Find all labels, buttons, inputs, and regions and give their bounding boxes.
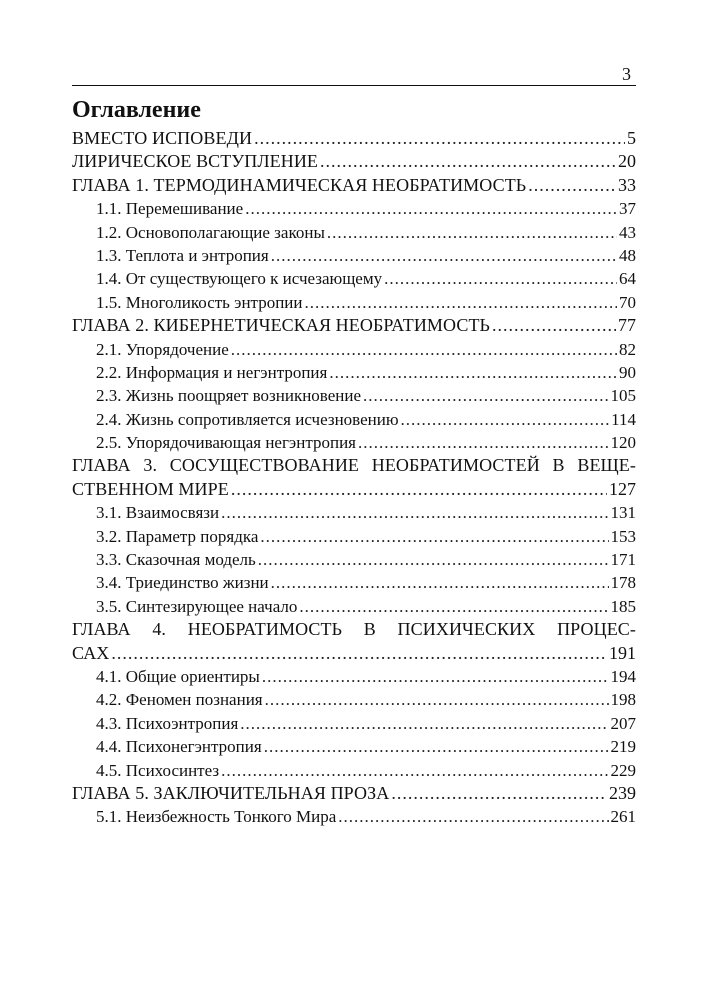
toc-entry-title: ГЛАВА 1. ТЕРМОДИНАМИЧЕСКАЯ НЕОБРАТИМОСТЬ <box>72 174 527 195</box>
dot-leader <box>265 688 609 711</box>
toc-entry-section-2-1[interactable] <box>72 338 636 361</box>
dot-leader <box>492 314 616 337</box>
toc-entry-title: 4.5. Психосинтез <box>96 760 220 780</box>
toc-entry-section-2-3[interactable] <box>72 384 636 407</box>
toc-entry-title: ГЛАВА 2. КИБЕРНЕТИЧЕСКАЯ НЕОБРАТИМОСТЬ <box>72 315 490 336</box>
toc-entry-page: 185 <box>610 596 636 616</box>
dot-leader <box>258 548 609 571</box>
toc-entry-page: 48 <box>619 245 636 265</box>
toc-entry-title: 3.2. Параметр порядка <box>96 526 259 546</box>
toc-entry-section-1-1[interactable] <box>72 197 636 220</box>
toc-entry-page: 171 <box>610 550 636 570</box>
toc-entry-page: 114 <box>611 409 636 429</box>
toc-entry-section-1-4[interactable] <box>72 267 636 290</box>
toc-entry-title: 3.5. Синтезирующее начало <box>96 596 298 616</box>
toc-entry-page: 261 <box>610 807 636 827</box>
toc-entry-section-2-2[interactable] <box>72 361 636 384</box>
dot-leader <box>254 127 625 150</box>
toc-entry-chapter-3-line-2[interactable] <box>72 478 636 501</box>
toc-entry-page: 153 <box>610 526 636 546</box>
toc-entry-page: 5 <box>627 128 636 148</box>
toc-entry-title: 2.4. Жизнь сопротивляется исчезновению <box>96 409 399 429</box>
toc-entry-title: 3.3. Сказочная модель <box>96 550 256 570</box>
toc-entry-section-5-1[interactable] <box>72 805 636 828</box>
toc-entry-liricheskoe-vstuplenie[interactable] <box>72 150 636 173</box>
dot-leader <box>528 174 616 197</box>
dot-leader <box>240 712 608 735</box>
toc-entry-page: 178 <box>610 573 636 593</box>
toc-entry-chapter-3-line-1[interactable] <box>72 454 636 477</box>
dot-leader <box>264 735 609 758</box>
toc-entry-section-1-3[interactable] <box>72 244 636 267</box>
toc-entry-section-2-5[interactable] <box>72 431 636 454</box>
toc-entry-title: 2.5. Упорядочивающая негэнтропия <box>96 433 356 453</box>
dot-leader <box>231 338 617 361</box>
dot-leader <box>111 642 607 665</box>
toc-entry-title: 1.4. От существующего к исчезающему <box>96 269 383 289</box>
toc-entry-page: 127 <box>609 478 636 499</box>
toc-title: Оглавление <box>72 97 201 123</box>
toc-entry-title: ГЛАВА 5. ЗАКЛЮЧИТЕЛЬНАЯ ПРОЗА <box>72 782 390 803</box>
dot-leader <box>271 571 609 594</box>
dot-leader <box>358 431 609 454</box>
header-rule <box>72 85 636 86</box>
table-of-contents <box>72 127 636 829</box>
toc-entry-title: 4.2. Феномен познания <box>96 690 263 710</box>
toc-entry-page: 33 <box>618 174 636 195</box>
toc-entry-title: 3.1. Взаимосвязи <box>96 503 220 523</box>
toc-entry-page: 82 <box>619 339 636 359</box>
toc-entry-page: 198 <box>610 690 636 710</box>
toc-entry-section-1-2[interactable] <box>72 221 636 244</box>
toc-entry-section-3-2[interactable] <box>72 525 636 548</box>
toc-entry-vmesto-ispovedi[interactable] <box>72 127 636 150</box>
dot-leader <box>401 408 610 431</box>
toc-entry-title: 1.5. Многоликость энтропии <box>96 292 303 312</box>
toc-entry-chapter-1[interactable] <box>72 174 636 197</box>
toc-entry-page: 131 <box>610 503 636 523</box>
toc-entry-section-3-1[interactable] <box>72 501 636 524</box>
dot-leader <box>363 384 608 407</box>
toc-entry-page: 90 <box>619 362 636 382</box>
dot-leader <box>384 267 617 290</box>
toc-entry-chapter-5[interactable] <box>72 782 636 805</box>
toc-entry-section-4-4[interactable] <box>72 735 636 758</box>
toc-entry-title: САХ <box>72 642 110 663</box>
toc-entry-title: 2.1. Упорядочение <box>96 339 229 359</box>
toc-entry-page: 105 <box>610 386 636 406</box>
toc-entry-page: 194 <box>610 666 636 686</box>
toc-entry-page: 239 <box>609 782 636 803</box>
toc-entry-chapter-4-line-1[interactable] <box>72 618 636 641</box>
dot-leader <box>338 805 608 828</box>
dot-leader <box>271 244 617 267</box>
toc-entry-section-2-4[interactable] <box>72 408 636 431</box>
toc-entry-page: 120 <box>610 433 636 453</box>
toc-entry-title: 5.1. Неизбежность Тонкого Мира <box>96 807 337 827</box>
dot-leader <box>221 759 608 782</box>
toc-entry-section-3-5[interactable] <box>72 595 636 618</box>
toc-entry-title: 4.4. Психонегэнтропия <box>96 737 262 757</box>
toc-entry-section-4-2[interactable] <box>72 688 636 711</box>
toc-entry-title: 2.2. Информация и негэнтропия <box>96 362 328 382</box>
toc-entry-section-3-3[interactable] <box>72 548 636 571</box>
dot-leader <box>329 361 617 384</box>
toc-entry-section-1-5[interactable] <box>72 291 636 314</box>
toc-entry-title: ГЛАВА 4. НЕОБРАТИМОСТЬ В ПСИХИЧЕСКИХ ПРОЦЕС- <box>72 619 636 640</box>
dot-leader <box>245 197 617 220</box>
dot-leader <box>327 221 617 244</box>
toc-entry-section-4-3[interactable] <box>72 712 636 735</box>
toc-entry-title: ЛИРИЧЕСКОЕ ВСТУПЛЕНИЕ <box>72 151 319 172</box>
page-number: 3 <box>622 64 631 84</box>
dot-leader <box>320 150 616 173</box>
toc-entry-page: 20 <box>618 151 636 172</box>
dot-leader <box>391 782 607 805</box>
toc-entry-title: 1.3. Теплота и энтропия <box>96 245 269 265</box>
toc-entry-page: 64 <box>619 269 636 289</box>
toc-entry-title: 4.1. Общие ориентиры <box>96 666 260 686</box>
toc-entry-section-4-1[interactable] <box>72 665 636 688</box>
toc-entry-title: 1.2. Основополагающие законы <box>96 222 325 242</box>
toc-entry-title: ВМЕСТО ИСПОВЕДИ <box>72 128 253 148</box>
toc-entry-page: 70 <box>619 292 636 312</box>
toc-entry-section-3-4[interactable] <box>72 571 636 594</box>
toc-entry-title: 3.4. Триединство жизни <box>96 573 269 593</box>
toc-entry-page: 37 <box>619 199 636 219</box>
dot-leader <box>260 525 608 548</box>
toc-entry-title: ГЛАВА 3. СОСУЩЕСТВОВАНИЕ НЕОБРАТИМОСТЕЙ В ВЕЩЕ- <box>72 455 636 476</box>
dot-leader <box>221 501 608 524</box>
toc-entry-chapter-4-line-2[interactable] <box>72 642 636 665</box>
toc-entry-title: 4.3. Психоэнтропия <box>96 713 239 733</box>
toc-entry-page: 207 <box>610 713 636 733</box>
dot-leader <box>305 291 618 314</box>
toc-entry-page: 229 <box>610 760 636 780</box>
toc-entry-title: СТВЕННОМ МИРЕ <box>72 478 229 499</box>
toc-entry-page: 219 <box>610 737 636 757</box>
toc-entry-section-4-5[interactable] <box>72 759 636 782</box>
toc-entry-chapter-2[interactable] <box>72 314 636 337</box>
dot-leader <box>231 478 607 501</box>
toc-entry-page: 43 <box>619 222 636 242</box>
toc-entry-page: 77 <box>618 315 636 336</box>
dot-leader <box>299 595 608 618</box>
toc-entry-title: 1.1. Перемешивание <box>96 199 244 219</box>
toc-entry-title: 2.3. Жизнь поощряет возникновение <box>96 386 362 406</box>
dot-leader <box>262 665 609 688</box>
toc-entry-page: 191 <box>609 642 636 663</box>
